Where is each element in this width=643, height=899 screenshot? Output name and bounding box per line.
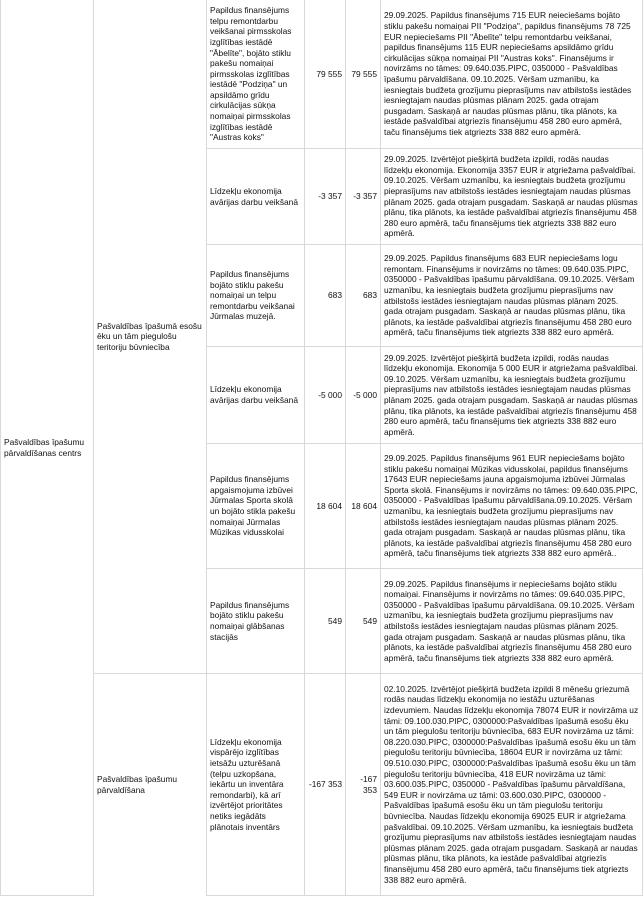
program-name: Pašvaldības īpašumā esošu ēku un tām piegulošu teritoriju būvniecība [97, 320, 202, 352]
table-row [1, 674, 643, 896]
amount-cell: -167 353 [305, 674, 346, 896]
description-cell: Papildus finansējums telpu remontdarbu veikšanai pirmsskolas izglītības iestādē "Ābelīte", bojāto stiklu pakešu nomaiņai pirmsskolas izglītības iestādē "Podziņa" un apsildāmo grīdu cirkulācijas sūkņa nomaiņai pirmsskolas izglītības iestādē "Austras koks" [207, 0, 305, 149]
amount-cell: 79 555 [346, 0, 381, 149]
amount-cell: -5 000 [305, 347, 346, 444]
note-cell: 29.09.2025. Papildus finansējums 683 EUR nepieciešams logu remontam. Finansējums ir novirzāms no tāmes: 09.640.035.PIPC, 0350000 - Pašvaldības īpašumu pārvaldīšana. 09.10.2025. Vēršam uzmanību, ka iesniegtais budžeta grozījumu pieprasījums nav atbilstošs iestādes iesniegtajam naudas plūsmas plānam 2025. gada otrajam pusgadam. Saskaņā ar naudas plūsmas plānu, tika plānots, ka iestāde pašvaldībai atgriezīs finansējumu 458 280 euro apmērā, taču finansējums tiek atgriezts 338 882 euro apmērā. [381, 245, 643, 347]
note-cell: 29.09.2025. Papildus finansējums 961 EUR nepieciešams bojāto stiklu pakešu nomaiņai Mūzikas vidusskolai, papildus finansējums 17643 EUR nepieciešams jauna apgaismojuma izbūvei Jūrmalas Sporta skolā. Finansējums ir novirzāms no tāmes: 09.640.035.PIPC, 0350000 - Pašvaldības īpašumu pārvaldīšana.09.10.2025. Vēršam uzmanību, ka iesniegtais budžeta grozījumu pieprasījums nav atbilstošs iestādes iesniegtajam naudas plūsmas plānam 2025. gada otrajam pusgadam. Saskaņā ar naudas plūsmas plānu, tika plānots, ka iestāde pašvaldībai atgriezīs finansējumu 458 280 euro apmērā, taču finansējums tiek atgriezts 338 882 euro apmērā.. [381, 444, 643, 569]
description-cell: Papildus finansējums apgaismojuma izbūvei Jūrmalas Sporta skolā un bojāto stikla pakešu nomaiņai Jūrmalas Mūzikas vidusskolai [207, 444, 305, 569]
amount-cell: 683 [305, 245, 346, 347]
description-cell: Līdzekļu ekonomija avārijas darbu veikšanā [207, 347, 305, 444]
table-row [1, 0, 643, 149]
note-cell: 29.09.2025. Papildus finansējums ir nepieciešams bojāto stiklu nomaiņai. Finansējums ir novirzāms no tāmes: 09.640.035.PIPC, 0350000 - Pašvaldības īpašumu pārvaldīšana. 09.10.2025. Vēršam uzmanību, ka iesniegtais budžeta grozījumu pieprasījums nav atbilstošs iestādes iesniegtajam naudas plūsmas plānam 2025. gada otrajam pusgadam. Saskaņā ar naudas plūsmas plānu, tika plānots, ka iestāde pašvaldībai atgriezīs finansējumu 458 280 euro apmērā, taču finansējums tiek atgriezts 338 882 euro apmērā. [381, 569, 643, 674]
amount-cell: 18 604 [305, 444, 346, 569]
organization-name: Pašvaldības īpašumu pārvaldīšanas centrs [4, 436, 85, 458]
program-cell [94, 0, 207, 674]
amount-cell: 683 [346, 245, 381, 347]
program-cell [94, 674, 207, 896]
description-cell: Līdzekļu ekonomija vispārējo izglītības ietsāžu uzturēšanā (telpu uzkopšana, iekārtu un inventāra remondarbi), kā arī izvērtējot prioritātes netiks iegādāts plānotais inventārs [207, 674, 305, 896]
amount-cell: 18 604 [346, 444, 381, 569]
amount-cell: -167 353 [346, 674, 381, 896]
note-cell: 29.09.2025. Izvērtējot piešķirtā budžeta izpildi, rodās naudas līdzekļu ekonomija. Ekonomija 3357 EUR ir atgriežama pašvaldībai. 09.10.2025. Vēršam uzmanību, ka iesniegtais budžeta grozījumu pieprasījums nav atbilstošs iestādes iesniegtajam naudas plūsmas plānam 2025. gada otrajam pusgadam. Saskaņā ar naudas plūsmas plānu, tika plānots, ka iestāde pašvaldībai atgriezīs finansējumu 458 280 euro apmērā, taču finansējums tiek atgriezts 338 882 euro apmērā. [381, 149, 643, 245]
program-name: Pašvaldības īpašumu pārvaldīšana [97, 774, 178, 795]
note-cell: 29.09.2025. Izvērtējot piešķirtā budžeta izpildi, rodās naudas līdzekļu ekonomija. Ekonomija 5 000 EUR ir atgriežama pašvaldībai. 09.10.2025. Vēršam uzmanību, ka iesniegtais budžeta grozījumu pieprasījums nav atbilstošs iestādes iesniegtajam naudas plūsmas plānam 2025. gada otrajam pusgadam. Saskaņā ar naudas plūsmas plānu, tika plānots, ka iestāde pašvaldībai atgriezīs finansējumu 458 280 euro apmērā, taču finansējums tiek atgriezts 338 882 euro apmērā. [381, 347, 643, 444]
amount-cell: 549 [305, 569, 346, 674]
amount-cell: -5 000 [346, 347, 381, 444]
description-cell: Līdzekļu ekonomija avārijas darbu veikšanā [207, 149, 305, 245]
description-cell: Papildus finansējums bojāto stiklu pakešu nomaiņai un telpu remontdarbu veikšanai Jūrmalas muzejā. [207, 245, 305, 347]
organization-cell [1, 0, 94, 896]
amount-cell: -3 357 [346, 149, 381, 245]
amount-cell: -3 357 [305, 149, 346, 245]
note-cell: 29.09.2025. Papildus finansējums 715 EUR neieciešams bojāto stiklu pakešu nomaiņai PII "Podziņa", papildus finansējums 78 725 EUR nepieciešams PII "Ābelīte" telpu remontdarbu veikšanai, papildus finansējums 115 EUR nepieciešams apsildāmo grīdu cirkulācijas sūkņa nomaiņai PII "Austras koks". Finansējums ir novirzāms no tāmes: 09.640.035.PIPC, 0350000 - Pašvaldības īpašumu pārvaldīšana. 09.10.2025. Vēršam uzmanību, ka iesniegtais budžeta grozījumu pieprasījums nav atbilstošs iestādes iesniegtajam naudas plūsmas plānam 2025. gada otrajam pusgadam. Saskaņā ar naudas plūsmas plānu, tika plānots, ka iestāde pašvaldībai atgriezīs finansējumu 458 280 euro apmērā, taču finansējums tiek atgriezts 338 882 euro apmērā. [381, 0, 643, 149]
amount-cell: 79 555 [305, 0, 346, 149]
description-cell: Papildus finansējums bojāto stiklu pakešu nomaiņai glābšanas stacijās [207, 569, 305, 674]
note-cell: 02.10.2025. Izvērtējot piešķirtā budžeta izpildi 8 mēnešu griezumā rodās naudas līdzekļu ekonomija no iestāžu uzturēšanas izdevumiem. Naudas līdzekļu ekonomija 78074 EUR ir novirzāma uz tāmi: 09.100.030.PIPC, 0300000:Pašvaldības īpašumā esošu ēku un tām piegulošu teritoriju būvniecība, 683 EUR novirzāma uz tāmi: 08.220.030.PIPC, 0300000:Pašvaldības īpašumā esošu ēku un tām piegulošu teritoriju būvniecība, 18604 EUR ir novirzāma uz tāmi: 09.510.030.PIPC, 0300000:Pašvaldības īpašumā esošu ēku un tām piegulošu teritoriju būvniecība, 418 EUR novirzāma uz tāmi: 03.600.035.PIPC, 0350000 - Pašvaldības īpašumu pārvaldīšana, 549 EUR ir novirzāma uz tāmi: 03.600.030.PIPC, 0300000 - Pašvaldības īpašumā esošu ēku un tām piegulošu teritoriju būvniecība. Naudas līdzekļu ekonomija 69025 EUR ir atgriežama pašvaldībai. 09.10.2025. Vēršam uzmanību, ka iesniegtais budžeta grozījumu pieprasījums nav atbilstošs iestādes iesniegtajam naudas plūsmas plānam 2025. gada otrajam pusgadam. Saskaņā ar naudas plūsmas plānu, tika plānots, ka iestāde pašvaldībai atgriezīs finansējumu 458 280 euro apmērā, taču finansējums tiek atgriezts 338 882 euro apmērā. [381, 674, 643, 896]
amount-cell: 549 [346, 569, 381, 674]
